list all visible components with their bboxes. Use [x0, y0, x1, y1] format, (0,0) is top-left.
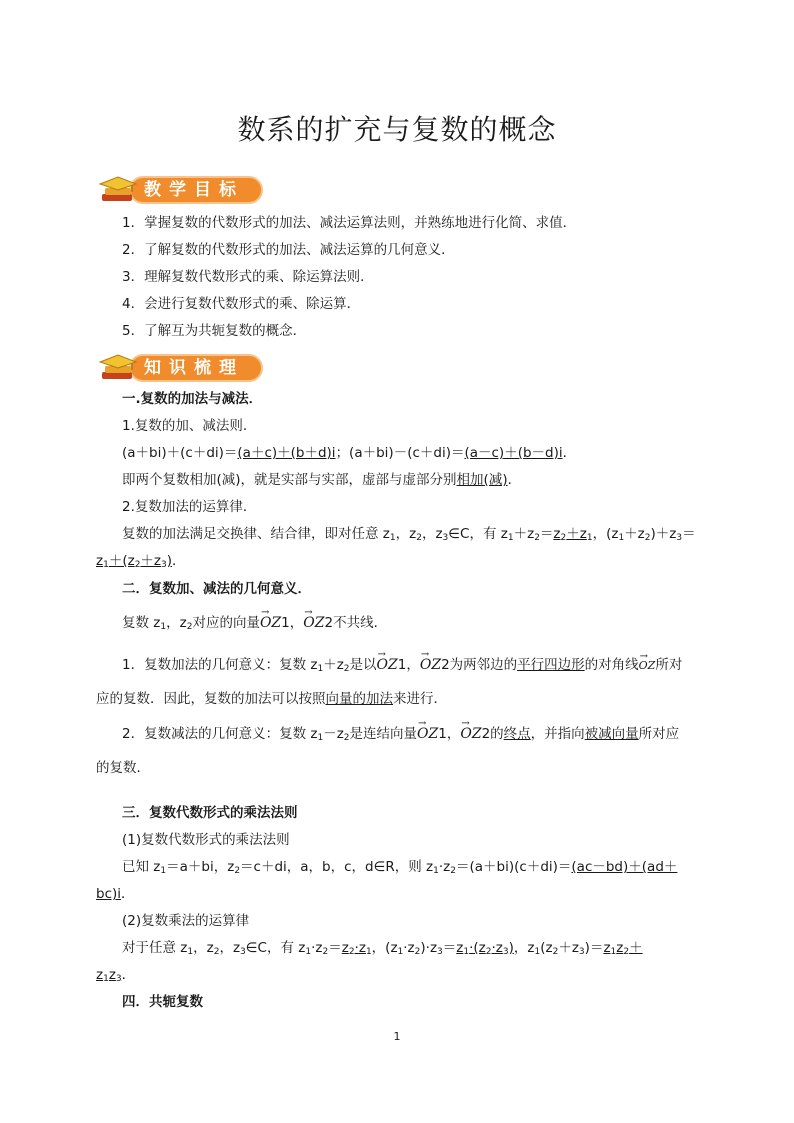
s3-rule-title: (1)复数代数形式的乘法法则: [122, 832, 290, 848]
page-number: 1: [393, 1030, 401, 1043]
s3-multiplication-rule: 已知 $z_1=a+bi$，$z_2=c+di$，a，b，c，d∈R，则 $z_1\cdot z_2=(a+bi)(c+di)=(ac-bd)+(ad+$: [122, 859, 678, 876]
s2-addition-meaning-cont: 应的复数．因此，复数的加法可以按照向量的加法来进行．: [96, 691, 447, 707]
section-badge-objectives: [96, 174, 266, 210]
section-3-heading: 三．复数代数形式的乘法法则: [122, 805, 298, 821]
objective-2: 2．了解复数的代数形式的加法、减法运算的几何意义．: [122, 242, 455, 258]
section-1-heading: 一.复数的加法与减法．: [122, 391, 263, 407]
section-label-objectives: 教学目标: [144, 180, 244, 200]
graduation-cap-icon: [100, 177, 136, 201]
s1-rule-title: 1.复数的加、减法则．: [122, 418, 257, 434]
objective-1: 1．掌握复数的代数形式的加法、减法运算法则，并熟练地进行化简、求值．: [122, 215, 577, 231]
s1-add-sub-formula: (a＋bi)＋(c＋di)＝(a＋c)＋(b＋d)i；(a＋bi)－(c＋di)＝(a－c)＋(b－d)i．: [122, 445, 577, 461]
s3-laws-text: 对于任意 $z_1$，$z_2$，$z_3\in C$，有 $z_1\cdot z_2=z_2\cdot z_1$，$(z_1\cdot z_2)\cdot z_3=z_1\cdot(z_2\cdot z_3)$，$z_1(z_2+z_3)=z_1z_2+$: [122, 940, 643, 957]
s2-vectors-text: 复数 $z_1$，$z_2$对应的向量→ OZ1，→ OZ2不共线．: [122, 614, 387, 632]
objective-5: 5．了解互为共轭复数的概念．: [122, 323, 307, 339]
s1-laws-title: 2.复数加法的运算律．: [122, 499, 257, 515]
s3-multiplication-rule-cont: bc)i．: [96, 886, 135, 902]
s2-subtraction-meaning-cont: 的复数．: [96, 760, 150, 776]
s3-laws-title: (2)复数乘法的运算律: [122, 913, 250, 929]
s1-laws-text: 复数的加法满足交换律、结合律，即对任意 $z_1$，$z_2$，$z_3\in C$，有 $z_1+z_2=z_2+z_1$，$(z_1+z_2)+z_3=$: [122, 526, 696, 543]
s3-laws-text-cont: $z_1z_3$．: [96, 967, 136, 984]
s1-laws-text-cont: $z_1+(z_2+z_3)$．: [96, 553, 186, 570]
graduation-cap-icon: [100, 355, 136, 379]
s1-explanation: 即两个复数相加(减)，就是实部与实部，虚部与虚部分别相加(减)．: [122, 472, 522, 488]
section-4-heading: 四．共轭复数: [122, 994, 203, 1010]
s2-addition-meaning: 1．复数加法的几何意义：复数 $z_1+z_2$是以→ OZ1，→ OZ2为两邻边的平行四边形的对角线→ OZ所对: [122, 656, 682, 675]
objective-4: 4．会进行复数代数形式的乘、除运算．: [122, 296, 361, 312]
s2-subtraction-meaning: 2．复数减法的几何意义：复数 $z_1-z_2$是连结向量→ OZ1，→ OZ2的终点，并指向被减向量所对应: [122, 725, 679, 743]
section-badge-knowledge: [96, 352, 266, 388]
objective-3: 3．理解复数代数形式的乘、除运算法则．: [122, 269, 374, 285]
page-title: 数系的扩充与复数的概念: [237, 113, 557, 146]
section-label-knowledge: 知识梳理: [144, 358, 244, 378]
section-2-heading: 二．复数加、减法的几何意义．: [122, 581, 311, 597]
